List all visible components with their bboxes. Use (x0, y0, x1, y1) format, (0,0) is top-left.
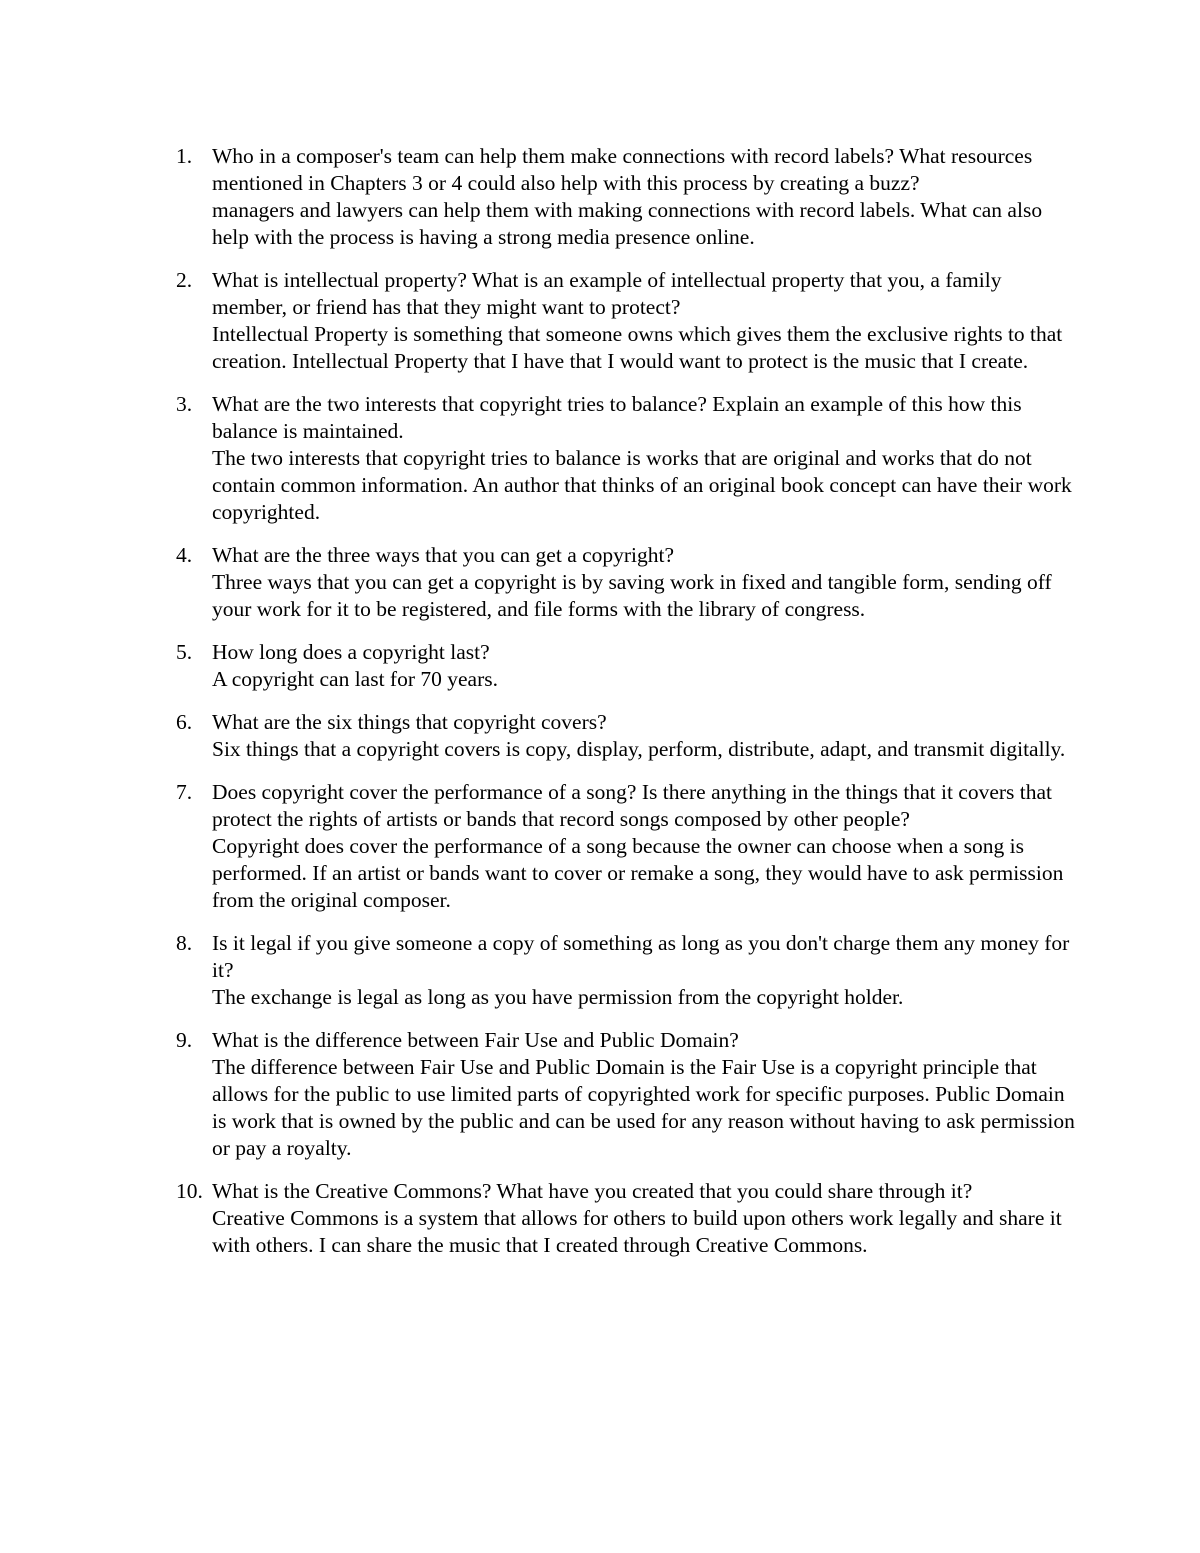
qa-list (160, 143, 1080, 1275)
answer-text: Creative Commons is a system that allows for others to build upon others work legally and share it with others. I can share the music that I created through Creative Commons. (212, 1206, 1062, 1257)
answer-text: Intellectual Property is something that someone owns which gives them the exclusive rights to that creation. Intellectual Property that I have that I would want to protect is the music that I create. (212, 322, 1063, 373)
question-text: What is the difference between Fair Use and Public Domain? (212, 1028, 739, 1052)
question-text: Who in a composer's team can help them make connections with record labels? What resources mentioned in Chapters 3 or 4 could also help with this process by creating a buzz? (212, 144, 1033, 195)
question-text: Does copyright cover the performance of a song? Is there anything in the things that it covers that protect the rights of artists or bands that record songs composed by other people? (212, 780, 1053, 831)
answer-text: The two interests that copyright tries to balance is works that are original and works that do not contain common information. An author that thinks of an original book concept can have their work copyrighted. (212, 446, 1072, 524)
item-number: 1. (176, 144, 193, 168)
item-number: 10. (176, 1179, 203, 1203)
answer-text: The exchange is legal as long as you have permission from the copyright holder. (212, 985, 904, 1009)
answer-text: managers and lawyers can help them with making connections with record labels. What can also help with the process is having a strong media presence online. (212, 198, 1043, 249)
answer-text: A copyright can last for 70 years. (212, 667, 498, 691)
question-text: Is it legal if you give someone a copy of something as long as you don't charge them any money for it? (212, 931, 1070, 982)
question-text: What are the six things that copyright covers? (212, 710, 607, 734)
qa-item-5 (160, 639, 1080, 693)
qa-item-10 (160, 1178, 1080, 1259)
item-number: 3. (176, 392, 193, 416)
qa-item-4 (160, 542, 1080, 623)
question-text: How long does a copyright last? (212, 640, 490, 664)
qa-item-2 (160, 267, 1080, 375)
question-text: What is intellectual property? What is an example of intellectual property that you, a family member, or friend has that they might want to protect? (212, 268, 1002, 319)
item-number: 7. (176, 780, 193, 804)
qa-item-3 (160, 391, 1080, 526)
question-text: What is the Creative Commons? What have you created that you could share through it? (212, 1179, 973, 1203)
question-text: What are the two interests that copyright tries to balance? Explain an example of this how this balance is maintained. (212, 392, 1022, 443)
question-text: What are the three ways that you can get a copyright? (212, 543, 675, 567)
qa-item-8 (160, 930, 1080, 1011)
qa-item-7 (160, 779, 1080, 914)
item-number: 6. (176, 710, 193, 734)
qa-item-1 (160, 143, 1080, 251)
answer-text: Copyright does cover the performance of a song because the owner can choose when a song is performed. If an artist or bands want to cover or remake a song, they would have to ask permission from the original composer. (212, 834, 1064, 912)
item-number: 5. (176, 640, 193, 664)
answer-text: Three ways that you can get a copyright is by saving work in fixed and tangible form, sending off your work for it to be registered, and file forms with the library of congress. (212, 570, 1052, 621)
answer-text: The difference between Fair Use and Public Domain is the Fair Use is a copyright principle that allows for the public to use limited parts of copyrighted work for specific purposes. Public Domain is work that is owned by the public and can be used for any reason without having to ask permission or pay a royalty. (212, 1055, 1075, 1160)
qa-item-6 (160, 709, 1080, 763)
answer-text: Six things that a copyright covers is copy, display, perform, distribute, adapt, and transmit digitally. (212, 737, 1066, 761)
item-number: 9. (176, 1028, 193, 1052)
item-number: 8. (176, 931, 193, 955)
qa-item-9 (160, 1027, 1080, 1162)
item-number: 4. (176, 543, 193, 567)
item-number: 2. (176, 268, 193, 292)
